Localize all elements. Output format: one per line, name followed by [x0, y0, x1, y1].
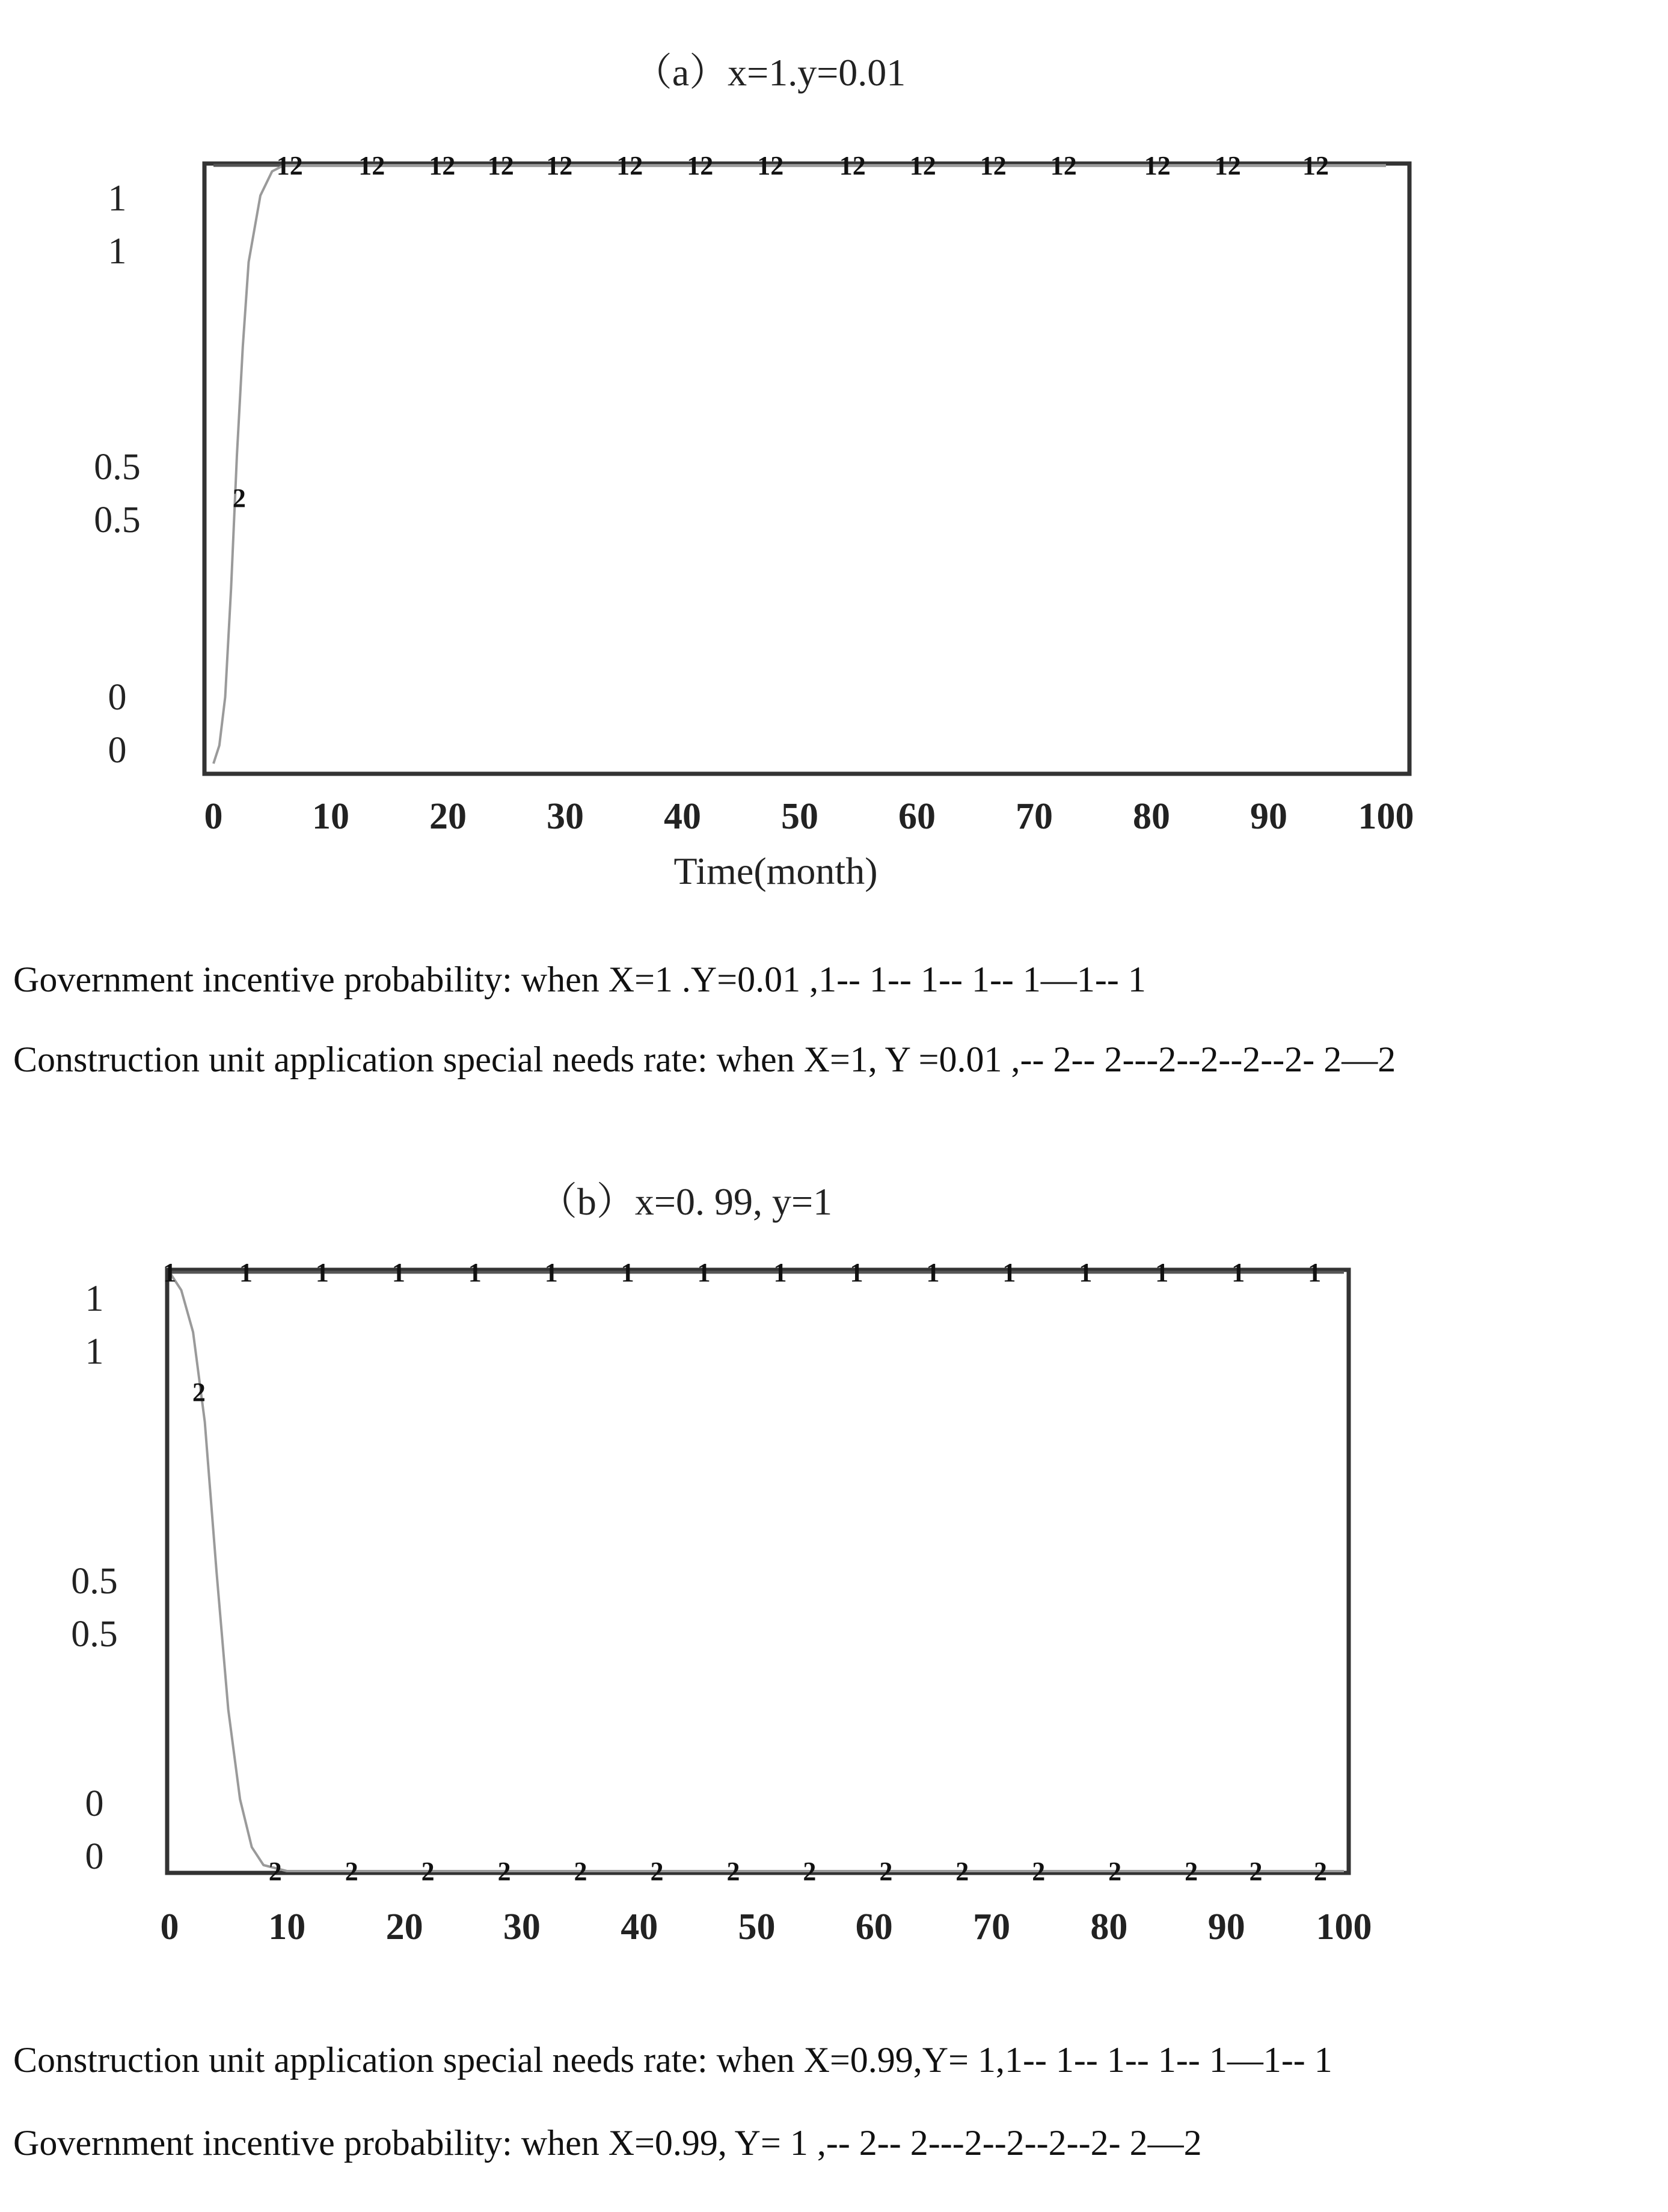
- chart-a-ytick-0-bottom: 0: [108, 730, 127, 771]
- chart-a-xtick-60: 60: [898, 796, 936, 837]
- chart-a-marker-label-3: 12: [487, 151, 514, 180]
- chart-b-marker-label-18: 2: [345, 1857, 358, 1886]
- chart-b-marker-label-4: 1: [468, 1258, 482, 1287]
- chart-a-marker-label-5: 12: [616, 151, 643, 180]
- chart-a-ytick-0-top: 0: [108, 677, 127, 718]
- chart-a-marker-label-9: 12: [909, 151, 936, 180]
- chart-b-xtick-50: 50: [738, 1907, 776, 1947]
- chart-a-marker-label-2: 12: [429, 151, 456, 180]
- chart-a-xtick-20: 20: [429, 796, 467, 837]
- chart-a-frame: [204, 164, 1409, 774]
- chart-a-xtick-40: 40: [664, 796, 701, 837]
- chart-b-marker-label-25: 2: [879, 1857, 893, 1886]
- chart-a-marker-label-4: 12: [546, 151, 573, 180]
- caption-b-line-2: Government incentive probability: when X=0.99, Y= 1 ,-- 2-- 2---2--2--2--2- 2—2: [13, 2123, 1202, 2163]
- chart-b-marker-label-6: 1: [621, 1258, 634, 1287]
- chart-b-title: （b）x=0. 99, y=1: [538, 1180, 833, 1223]
- chart-b-marker-label-20: 2: [497, 1857, 511, 1886]
- chart-b-xtick-0: 0: [160, 1907, 179, 1947]
- chart-b-ytick-0-top: 0: [85, 1783, 104, 1824]
- chart-b-marker-label-8: 1: [773, 1258, 787, 1287]
- chart-a-xtick-10: 10: [312, 796, 349, 837]
- chart-a-series: [213, 165, 1386, 764]
- chart-a-xtick-50: 50: [781, 796, 818, 837]
- chart-b-xtick-90: 90: [1207, 1907, 1245, 1947]
- chart-b-marker-label-27: 2: [1032, 1857, 1046, 1886]
- chart-b-marker-labels: [163, 1258, 1327, 1886]
- chart-b-xtick-80: 80: [1090, 1907, 1128, 1947]
- caption-a-line-2: Construction unit application special needs rate: when X=1, Y =0.01 ,-- 2-- 2---2--2--2--2- 2—2: [13, 1040, 1396, 1079]
- chart-b-frame: [167, 1270, 1349, 1873]
- chart-a-ytick-1-bottom: 1: [108, 231, 127, 272]
- chart-b-marker-label-28: 2: [1108, 1857, 1122, 1886]
- chart-b-ytick-05-top: 0.5: [71, 1561, 118, 1602]
- chart-a-xtick-30: 30: [547, 796, 584, 837]
- chart-a-title: （a）x=1.y=0.01: [633, 51, 906, 94]
- chart-b-y-ticks: [71, 1278, 118, 1877]
- chart-b-marker-label-30: 2: [1249, 1857, 1263, 1886]
- chart-a-series-2-line: [213, 165, 1386, 764]
- chart-a-xtick-0: 0: [204, 796, 223, 837]
- chart-b: [0, 1130, 1668, 1990]
- chart-b-xtick-100: 100: [1316, 1907, 1372, 1947]
- chart-b-marker-label-24: 2: [803, 1857, 817, 1886]
- chart-b-xtick-20: 20: [385, 1907, 423, 1947]
- chart-a-marker-label-12: 12: [1144, 151, 1171, 180]
- chart-b-ytick-0-bottom: 0: [85, 1836, 104, 1877]
- chart-b-marker-label-12: 1: [1079, 1258, 1093, 1287]
- chart-b-xtick-30: 30: [503, 1907, 541, 1947]
- chart-a-x-axis-title: Time(month): [673, 850, 878, 892]
- chart-b-series-2-line: [170, 1272, 1344, 1871]
- chart-a: [0, 0, 1668, 902]
- chart-a-marker-label-15: 2: [232, 483, 246, 513]
- chart-b-marker-label-17: 2: [268, 1857, 282, 1886]
- chart-a-xtick-100: 100: [1358, 796, 1414, 837]
- chart-b-x-ticks: [161, 1907, 1372, 1947]
- caption-a-line-1: Government incentive probability: when X=1 .Y=0.01 ,1-- 1-- 1-- 1-- 1—1-- 1: [13, 960, 1146, 999]
- chart-b-marker-label-15: 1: [1308, 1258, 1322, 1287]
- chart-a-marker-label-6: 12: [687, 151, 714, 180]
- chart-b-ytick-05-bottom: 0.5: [71, 1614, 118, 1655]
- chart-b-marker-label-22: 2: [650, 1857, 664, 1886]
- chart-a-ytick-05-top: 0.5: [94, 447, 141, 488]
- chart-b-marker-label-23: 2: [726, 1857, 740, 1886]
- chart-a-marker-label-10: 12: [980, 151, 1007, 180]
- chart-b-xtick-10: 10: [268, 1907, 306, 1947]
- chart-a-x-ticks: [204, 796, 1414, 837]
- chart-b-marker-label-13: 1: [1155, 1258, 1169, 1287]
- chart-b-marker-label-11: 1: [1002, 1258, 1016, 1287]
- chart-b-marker-label-5: 1: [544, 1258, 558, 1287]
- chart-b-marker-label-21: 2: [574, 1857, 587, 1886]
- chart-a-marker-label-13: 12: [1214, 151, 1241, 180]
- chart-a-y-ticks: [94, 178, 141, 771]
- caption-b-line-1: Construction unit application special needs rate: when X=0.99,Y= 1,1-- 1-- 1-- 1-- 1—1-- 1: [13, 2040, 1332, 2080]
- chart-b-ytick-1-bottom: 1: [85, 1331, 104, 1372]
- chart-a-marker-label-1: 12: [358, 151, 385, 180]
- chart-b-series: [170, 1272, 1344, 1871]
- chart-b-marker-label-19: 2: [421, 1857, 435, 1886]
- chart-b-ytick-1-top: 1: [85, 1278, 104, 1319]
- chart-b-marker-label-9: 1: [850, 1258, 863, 1287]
- chart-b-marker-label-3: 1: [391, 1258, 405, 1287]
- chart-a-marker-label-0: 12: [276, 151, 303, 180]
- chart-b-marker-label-2: 1: [315, 1258, 329, 1287]
- chart-b-xtick-60: 60: [855, 1907, 893, 1947]
- chart-a-xtick-90: 90: [1250, 796, 1287, 837]
- chart-b-marker-label-10: 1: [926, 1258, 940, 1287]
- chart-a-marker-label-7: 12: [757, 151, 784, 180]
- chart-b-marker-label-14: 1: [1231, 1258, 1245, 1287]
- chart-b-marker-label-0: 1: [163, 1258, 176, 1287]
- chart-b-marker-label-26: 2: [955, 1857, 969, 1886]
- chart-b-marker-label-16: 2: [192, 1377, 206, 1408]
- chart-a-marker-label-14: 12: [1302, 151, 1329, 180]
- chart-a-xtick-80: 80: [1133, 796, 1170, 837]
- chart-a-marker-label-11: 12: [1050, 151, 1077, 180]
- chart-b-marker-label-1: 1: [239, 1258, 253, 1287]
- chart-a-marker-label-8: 12: [839, 151, 866, 180]
- chart-b-marker-label-7: 1: [697, 1258, 711, 1287]
- chart-a-marker-labels: [233, 151, 1329, 513]
- chart-a-ytick-1-top: 1: [108, 178, 127, 219]
- chart-a-xtick-70: 70: [1016, 796, 1053, 837]
- chart-b-marker-label-29: 2: [1185, 1857, 1198, 1886]
- chart-b-marker-label-31: 2: [1313, 1857, 1327, 1886]
- chart-a-ytick-05-bottom: 0.5: [94, 500, 141, 541]
- chart-b-xtick-40: 40: [621, 1907, 658, 1947]
- chart-b-xtick-70: 70: [973, 1907, 1011, 1947]
